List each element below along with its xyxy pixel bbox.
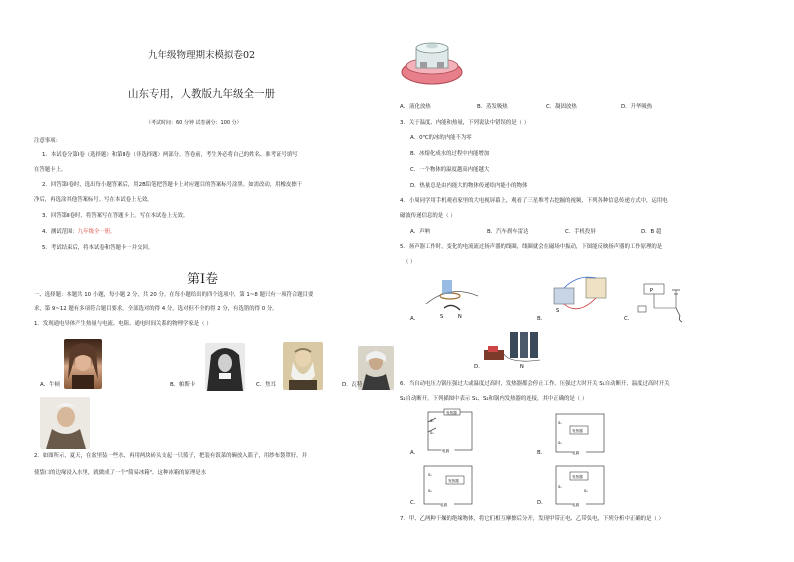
q6b-power-label: 电源: [572, 451, 580, 455]
q1-option-b: B．帕斯卡: [170, 382, 196, 388]
q6-circuit-a: [412, 408, 476, 454]
note-scope-label: 4．测试范围：: [42, 229, 78, 235]
q3-option-a: A．0℃的冰的内能不为零: [410, 135, 472, 141]
instruction-line: 求，第 9~12 题有多项符合题目要求。全部选对的得 4 分，选对但不全的得 2 分，有选错的得 0 分。: [34, 306, 278, 312]
svg-text:N: N: [458, 314, 462, 320]
q6-option-c: C．: [410, 500, 420, 506]
question-2: 2．如图所示，夏天，在盆里装一些水，再用两块砖头支起一只篮子，把装有饭菜的碗放入篮子，用纱布袋罩好，并: [34, 453, 307, 459]
q4-option-b: B．汽车刹车雷达: [487, 229, 529, 235]
joule-portrait: [283, 342, 323, 390]
svg-text:N: N: [520, 364, 524, 370]
note-line: 净后，再选涂其他答案标号。写在本试卷上无效。: [34, 197, 153, 203]
q5-option-c: C．: [624, 316, 634, 322]
note-line: 2．回答第Ⅰ卷时，选出每小题答案后，用2B铅笔把答题卡上对应题目的答案标号涂黑。如需改动，用橡皮擦干: [42, 182, 303, 188]
q6d-s2-label: S₂: [584, 489, 588, 493]
instruction-line: 一、选择题：本题共 10 小题，每小题 2 分，共 20 分。在每小题给出的四个选项中，第 1~8 题只有一项符合题目要: [34, 292, 314, 298]
question-1: 1．发现通电导体产生热量与电流、电阻、通电时间关系的物理学家是（ ）: [34, 321, 212, 327]
extra-portrait-image: [40, 397, 90, 449]
question-4-cont: 磁波传递信息的是（ ）: [400, 213, 456, 219]
note-line: 3．回答第Ⅱ卷时，将答案写在答题卡上。写在本试卷上无效。: [42, 213, 189, 219]
q6-circuit-c: [412, 462, 476, 508]
q6c-s2-label: S₂: [428, 489, 432, 493]
newton-portrait-image: [64, 339, 102, 389]
q3-option-c: C．一个物体的温度越高内能越大: [410, 167, 490, 173]
q6b-heater-label: 发热器: [572, 429, 583, 433]
newton-portrait: [64, 339, 102, 389]
note-line: [42, 229, 116, 236]
q4-option-c: C．手机投屏: [565, 229, 596, 235]
q4-option-d: D．B 超: [641, 229, 662, 235]
q5-option-d: D．: [474, 364, 484, 370]
q3-option-d: D．热量总是由内能大的物体传递给内能小的物体: [410, 183, 528, 189]
extra-portrait: [40, 397, 90, 449]
watt-portrait: [358, 346, 394, 390]
question-6: 6．当自动电压力锅压强过大或温度过高时，发热器都会停止工作。压强过大时开关 S₁自动断开，温度过高时开关: [400, 381, 670, 387]
q1-option-a: A．牛顿: [40, 382, 60, 388]
q5-figure-d: [480, 324, 554, 370]
pascal-portrait: [205, 343, 245, 391]
q6a-s2-label: S₂: [430, 431, 434, 435]
q6-circuit-d: [548, 462, 612, 508]
q5-option-a: A．: [410, 316, 420, 322]
q2-option-d: D．升华吸热: [621, 104, 653, 110]
q3-option-b: B．冰熔化成水的过程中内能增加: [410, 151, 490, 157]
q6c-power-label: 电源: [440, 503, 448, 507]
exam-subtitle: 山东专用，人教版九年级全一册: [128, 88, 275, 100]
watt-portrait-image: [358, 346, 394, 390]
q6b-s2-label: S₂: [558, 441, 562, 445]
q6-circuit-b: [548, 410, 612, 456]
question-6-cont: S₂自动断开。下列描图中表示 S₁、S₂和锅内发热器的连接，其中正确的是（ ）: [400, 396, 588, 402]
question-3: 3．关于温度、内能和热量，下列说法中错误的是（ ）: [400, 120, 530, 126]
notes-title: 注意事项：: [34, 138, 61, 144]
note-line: 1．本试卷分第Ⅰ卷（选择题）和第Ⅱ卷（非选择题）两部分。答卷前，考生务必将自己的姓名、准考证号填写: [42, 152, 298, 158]
exam-info: （考试时间：60 分钟 试卷满分：100 分）: [146, 120, 242, 126]
q6a-power-label: 电源: [442, 449, 450, 453]
q5-figure-a: [420, 274, 486, 324]
svg-text:P: P: [650, 288, 654, 294]
q6c-s1-label: S₁: [428, 473, 432, 477]
section-heading: 第Ⅰ卷: [187, 272, 219, 287]
note-line: 5．考试结束后，将本试卷和答题卡一并交回。: [42, 245, 154, 251]
q6b-s1-label: S₁: [558, 421, 562, 425]
note-line: 在答题卡上。: [34, 167, 67, 173]
q6-option-d: D．: [537, 500, 547, 506]
q6d-heater-label: 发热器: [572, 475, 583, 479]
exam-title: 九年级物理期末模拟卷02: [148, 50, 256, 61]
q6-option-a: A．: [410, 450, 420, 456]
q5-option-b: B．: [537, 316, 547, 322]
svg-text:S: S: [440, 314, 444, 320]
q5-figure-c: [636, 280, 692, 324]
q6-option-b: B．: [537, 450, 547, 456]
question-5: 5．扬声器工作时，变化的电流流过扬声器的线圈，线圈就会在磁场中振动，下图能反映扬声器的工作原理的是: [400, 244, 663, 250]
q2-option-a: A．液化放热: [400, 104, 431, 110]
question-2-cont: 使袋口的边缘浸入水里，就做成了一个"简易冰箱"，这种冰箱的原理是水: [34, 470, 207, 476]
q6d-s1-label: S₁: [558, 485, 562, 489]
q6c-heater-label: 发热器: [448, 479, 459, 483]
q6a-s1-label: S₁: [430, 419, 434, 423]
simple-fridge-figure: [400, 38, 464, 88]
q6a-heater-label: 发热器: [446, 411, 457, 415]
q1-option-c: C．焦耳: [256, 382, 276, 388]
q5-figure-b: [548, 272, 614, 320]
note-scope-value: 九年级全一册。: [77, 229, 116, 235]
q2-option-c: C．凝固放热: [546, 104, 577, 110]
joule-portrait-image: [283, 342, 323, 390]
question-4: 4．小周同学用手机观看家里的大电视屏幕上，观看了三星堆考古挖掘的视频，下列各种信息传递方式中，运用电: [400, 198, 668, 204]
q6d-power-label: 电源: [572, 503, 580, 507]
q2-option-b: B．蒸发吸热: [477, 104, 508, 110]
svg-text:S: S: [556, 308, 560, 314]
q1-option-d: D．瓦特: [342, 382, 363, 388]
q4-option-a: A．声呐: [410, 229, 430, 235]
pascal-portrait-image: [205, 343, 245, 391]
question-7: 7．甲、乙两种干燥的绝缘物体，将它们相互摩擦后分开，发现甲带正电、乙带负电，下列分析中正确的是（ ）: [400, 516, 664, 522]
question-5-cont: （ ）: [403, 259, 416, 265]
